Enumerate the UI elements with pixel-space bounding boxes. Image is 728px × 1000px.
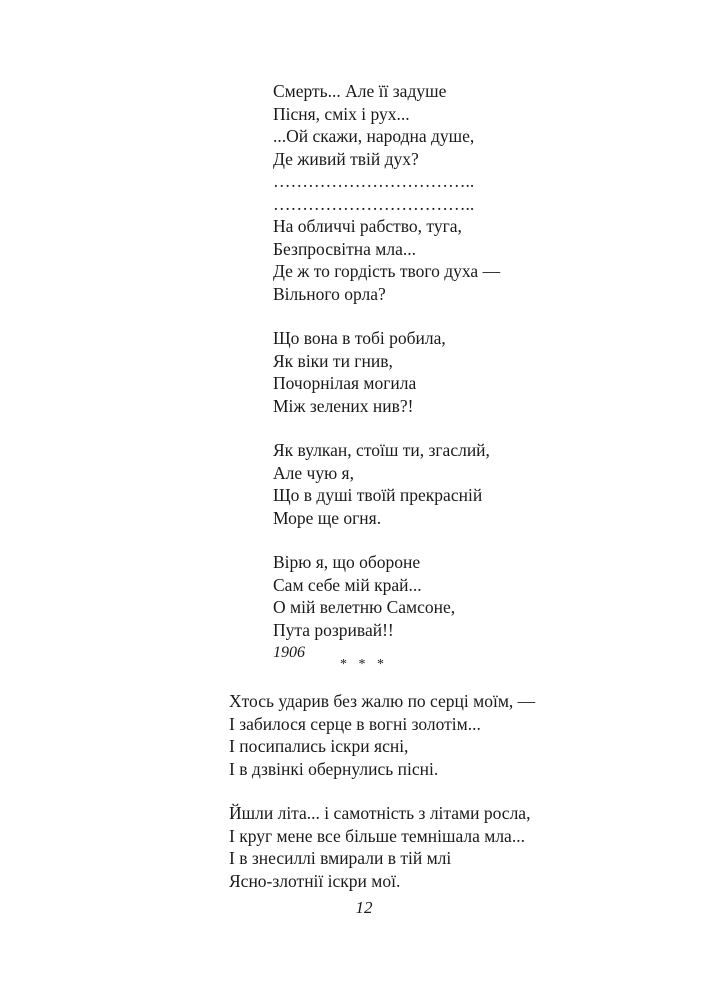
stanza bbox=[229, 690, 649, 780]
poem-line: Вільного орла? bbox=[273, 283, 386, 304]
poem-line: Безпросвітна мла... bbox=[273, 238, 416, 259]
poem-line: Де ж то гордість твого духа — bbox=[273, 261, 501, 281]
poem-date: 1906 bbox=[273, 644, 305, 661]
poem-line: Смерть... Але її задуше bbox=[273, 81, 447, 101]
poem-line: І круг мене все більше темнішала мла... bbox=[229, 825, 525, 846]
poem-line: Що вона в тобі робила, bbox=[273, 328, 446, 348]
poem-line: І в дзвінкі обернулись пісні. bbox=[229, 758, 439, 779]
poem-line: Як вулкан, стоїш ти, згаслий, bbox=[273, 440, 490, 460]
poem-line: Сам себе мій край... bbox=[273, 574, 422, 595]
poem-line: Ясно-злотнії іскри мої. bbox=[229, 870, 401, 891]
poem-line: Пісня, сміх і рух... bbox=[273, 103, 410, 124]
stanza bbox=[229, 802, 649, 892]
poem-line: І в знесиллі вмирали в тій млі bbox=[229, 848, 452, 868]
poem-1 bbox=[273, 80, 633, 665]
poem-line: На обличчі рабство, туга, bbox=[273, 216, 462, 236]
stanza-gap bbox=[273, 529, 633, 551]
stanza bbox=[273, 80, 633, 305]
poem-line: О мій велетню Самсоне, bbox=[273, 597, 456, 617]
stanza bbox=[273, 327, 633, 417]
stanza-gap bbox=[229, 780, 649, 802]
poem-line: Море ще огня. bbox=[273, 507, 382, 528]
ellipsis-line: …………………………….. bbox=[273, 171, 475, 191]
section-separator: * * * bbox=[340, 657, 388, 672]
poem-2 bbox=[229, 690, 649, 892]
stanza bbox=[273, 551, 633, 641]
stanza-gap bbox=[273, 305, 633, 327]
stanza bbox=[273, 439, 633, 529]
poem-line: ...Ой скажи, народна душе, bbox=[273, 126, 475, 146]
poem-line: І посипались іскри ясні, bbox=[229, 736, 409, 756]
stanza-gap bbox=[273, 417, 633, 439]
poem-line: Вірю я, що обороне bbox=[273, 552, 421, 572]
poem-line: Де живий твій дух? bbox=[273, 148, 419, 169]
poem-line: Йшли літа... і самотність з літами росла, bbox=[229, 803, 531, 823]
ellipsis-line: …………………………….. bbox=[273, 193, 475, 214]
poem-line: Між зелених нив?! bbox=[273, 395, 414, 416]
poem-line: Як віки ти гнив, bbox=[273, 350, 393, 371]
poem-line: Що в душі твоїй прекрасній bbox=[273, 485, 483, 505]
poem-line: І забилося серце в вогні золотім... bbox=[229, 713, 481, 734]
poem-line: Хтось ударив без жалю по серці моїм, — bbox=[229, 691, 536, 711]
poem-line: Пута розривай!! bbox=[273, 619, 394, 640]
poem-line: Але чую я, bbox=[273, 462, 354, 483]
poem-line: Почорнілая могила bbox=[273, 373, 417, 393]
page-number: 12 bbox=[355, 898, 373, 917]
